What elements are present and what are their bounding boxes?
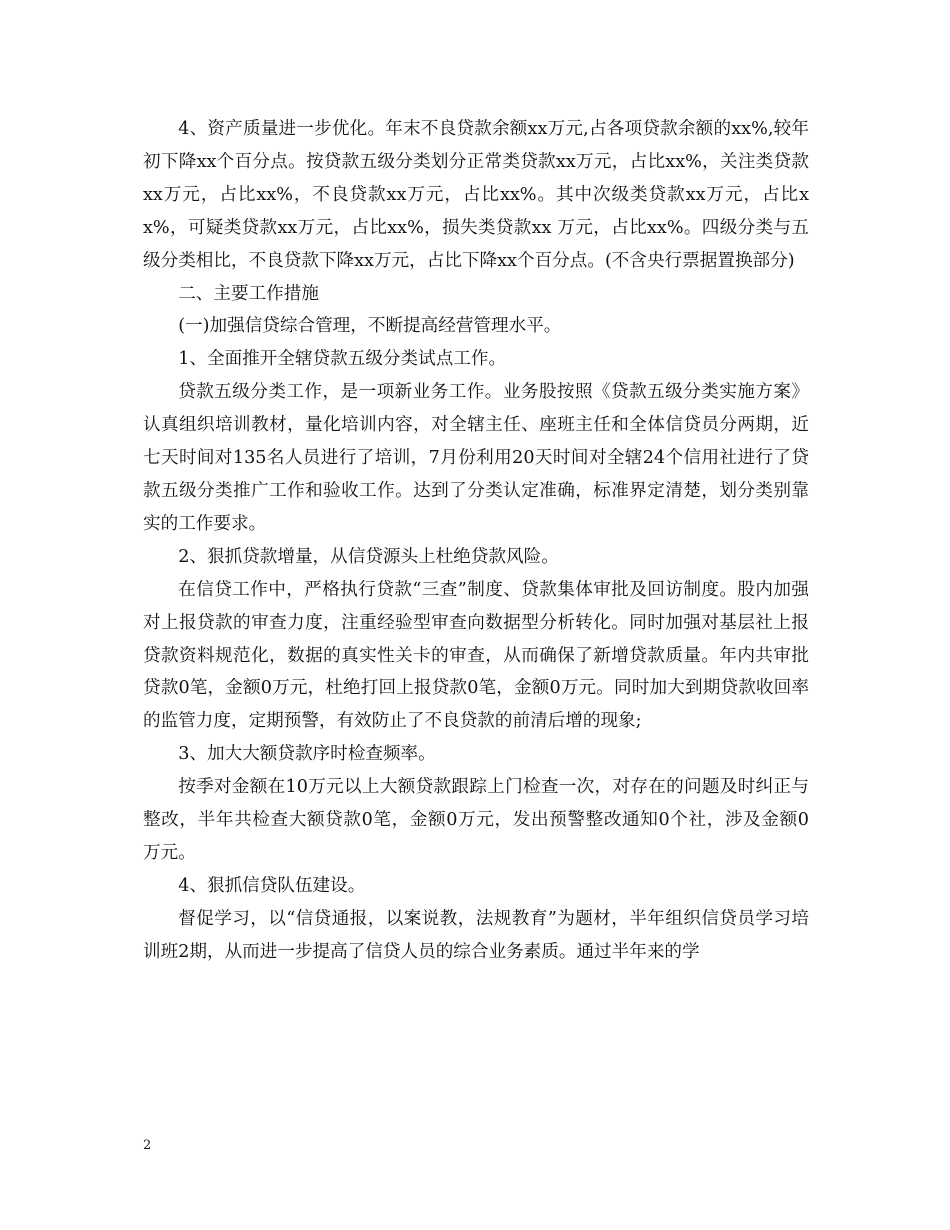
paragraph-team-building: 督促学习，以“信贷通报，以案说教，法规教育”为题材，半年组织信贷员学习培训班2期，从而进一步提高了信贷人员的综合业务素质。通过半年来的学 — [143, 908, 809, 962]
paragraph-asset-quality: 4、资产质量进一步优化。年末不良贷款余额xx万元,占各项贷款余额的xx%,较年初下降xx个百分点。按贷款五级分类划分正常类贷款xx万元，占比xx%，关注类贷款xx万元，占比xx%，不良贷款xx万元，占比xx%。其中次级类贷款xx万元，占比xx%，可疑类贷款xx万元，占比xx%，损失类贷款xx 万元，占比xx%。四级分类与五级分类相比，不良贷款下降xx万元，占比下降xx个百分点。(不含央行票据置换部分) — [143, 119, 809, 271]
item-heading-team-building: 4、狠抓信贷队伍建设。 — [178, 875, 366, 896]
item-heading-large-loan-inspection: 3、加大大额贷款序时检查频率。 — [178, 744, 436, 765]
subheading-credit-management: (一)加强信贷综合管理，不断提高经营管理水平。 — [178, 316, 562, 337]
item-heading-loan-increment: 2、狠抓贷款增量，从信贷源头上杜绝贷款风险。 — [178, 546, 559, 567]
document-body — [143, 113, 809, 969]
paragraph-loan-review: 在信贷工作中，严格执行贷款“三查”制度、贷款集体审批及回访制度。股内加强对上报贷款的审查力度，注重经验型审查向数据型分析转化。同时加强对基层社上报贷款资料规范化，数据的真实性关卡的审查，从而确保了新增贷款质量。年内共审批贷款0笔，金额0万元，杜绝打回上报贷款0笔，金额0万元。同时加大到期贷款收回率的监管力度，定期预警，有效防止了不良贷款的前清后增的现象; — [143, 579, 809, 732]
item-heading-five-level-classification: 1、全面推开全辖贷款五级分类试点工作。 — [178, 349, 507, 370]
paragraph-large-loan-inspection: 按季对金额在10万元以上大额贷款跟踪上门检查一次，对存在的问题及时纠正与整改，半年共检查大额贷款0笔，金额0万元，发出预警整改通知0个社，涉及金额0 万元。 — [143, 777, 809, 863]
page-number: 2 — [143, 1138, 152, 1153]
heading-main-measures: 二、主要工作措施 — [178, 283, 319, 304]
paragraph-five-level-classification: 贷款五级分类工作，是一项新业务工作。业务股按照《贷款五级分类实施方案》认真组织培训教材，量化培训内容，对全辖主任、座班主任和全体信贷员分两期，近七天时间对135名人员进行了培训，7月份利用20天时间对全辖24个信用社进行了贷款五级分类推广工作和验收工作。达到了分类认定准确，标准界定清楚，划分类别靠实的工作要求。 — [143, 382, 809, 534]
